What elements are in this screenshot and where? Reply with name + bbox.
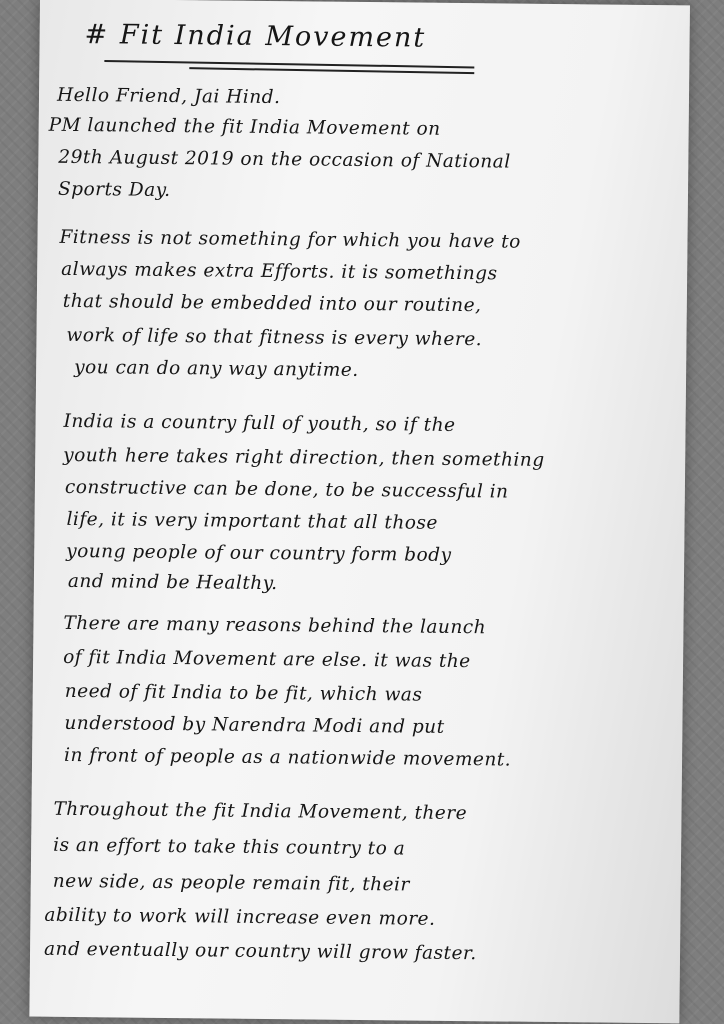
handwritten-page — [29, 0, 690, 1023]
text-line: PM launched the fit India Movement on — [48, 114, 441, 140]
text-line: Hello Friend, Jai Hind. — [56, 84, 281, 109]
text-line: There are many reasons behind the launch — [63, 612, 487, 639]
text-line: constructive can be done, to be successful in — [64, 476, 509, 503]
text-line: always makes extra Efforts. it is somethings — [61, 258, 498, 285]
text-line: new side, as people remain fit, their — [52, 870, 410, 896]
text-line: youth here takes right direction, then something — [63, 444, 545, 471]
text-line: ability to work will increase even more. — [44, 904, 436, 930]
text-line: in front of people as a nationwide movement. — [63, 744, 512, 771]
text-line: you can do any way anytime. — [74, 356, 359, 381]
text-line: Throughout the fit India Movement, there — [53, 798, 468, 825]
text-line: of fit India Movement are else. it was the — [63, 646, 471, 673]
text-line: understood by Narendra Modi and put — [64, 712, 445, 738]
text-line: is an effort to take this country to a — [53, 834, 406, 860]
text-line: work of life so that fitness is every where. — [66, 324, 483, 351]
text-line: that should be embedded into our routine, — [62, 290, 482, 317]
text-line: need of fit India to be fit, which was — [64, 680, 423, 706]
title-underline — [104, 60, 474, 68]
text-line: young people of our country form body — [66, 540, 452, 566]
text-line: life, it is very important that all those — [66, 508, 438, 534]
text-line: Sports Day. — [57, 178, 171, 201]
text-line: India is a country full of youth, so if the — [63, 410, 456, 436]
text-line: and mind be Healthy. — [67, 570, 278, 595]
text-line: Fitness is not something for which you have to — [59, 226, 521, 253]
page-title: # Fit India Movement — [84, 19, 427, 54]
text-line: 29th August 2019 on the occasion of National — [58, 146, 511, 173]
title-underline-second — [189, 67, 474, 74]
text-line: and eventually our country will grow faster. — [43, 938, 477, 965]
